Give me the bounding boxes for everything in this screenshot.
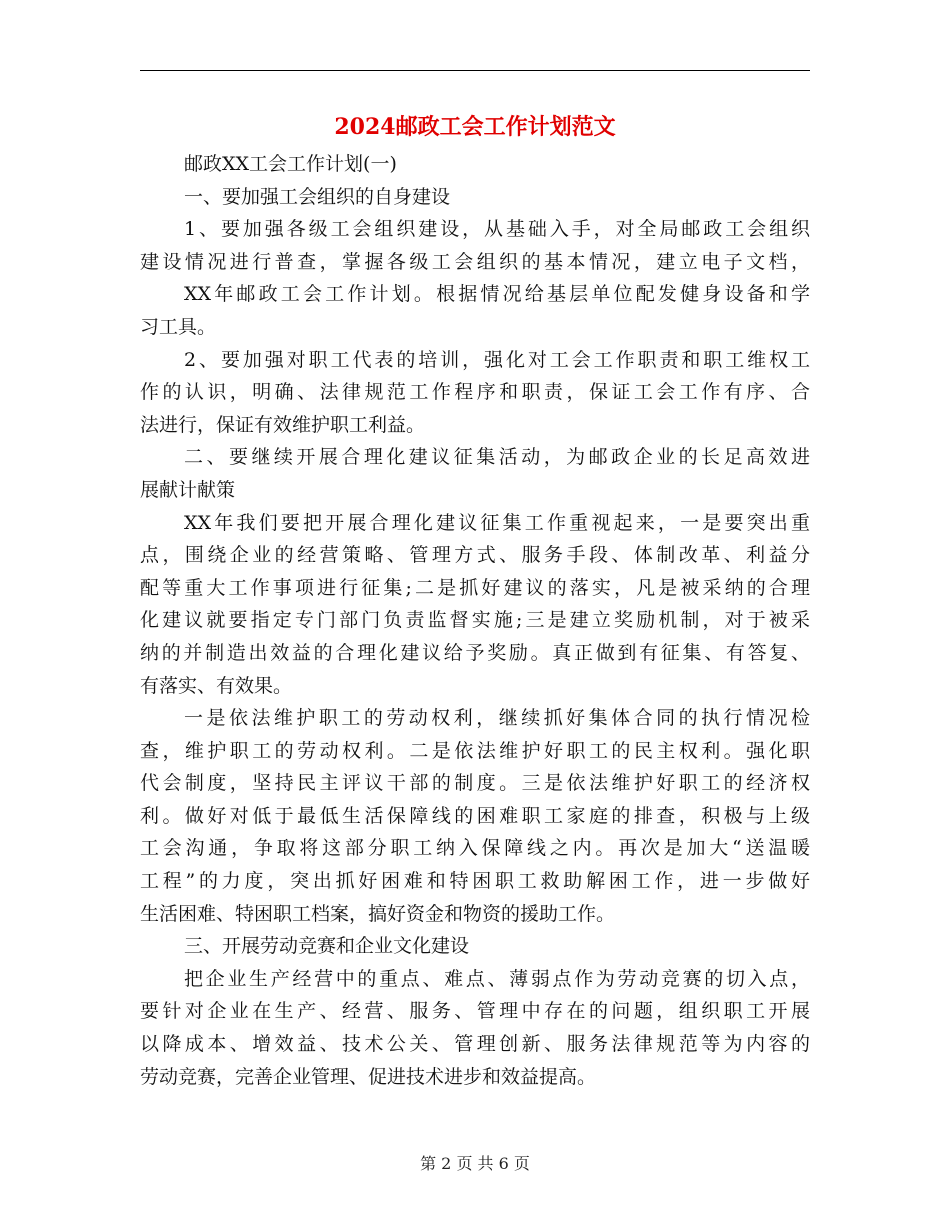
text-line: 化建议就要指定专门部门负责监督实施;三是建立奖励机制，对于被采 [140, 609, 810, 632]
text-line: 纳的并制造出效益的合理化建议给予奖励。真正做到有征集、有答复、 [140, 641, 810, 664]
text-line: 有落实、有效果。 [140, 674, 293, 697]
text-line: 把企业生产经营中的重点、难点、薄弱点作为劳动竞赛的切入点， [184, 967, 810, 990]
page-footer: 第 2 页 共 6 页 [420, 1154, 530, 1173]
text-line: 工程”的力度，突出抓好困难和特困职工救助解困工作，进一步做好 [140, 870, 810, 893]
text-line: 生活困难、特困职工档案，搞好资金和物资的援助工作。 [140, 902, 616, 925]
text-line: 1、要加强各级工会组织建设，从基础入手，对全局邮政工会组织 [184, 218, 810, 241]
text-line: 利。做好对低于最低生活保障线的困难职工家庭的排查，积极与上级 [140, 804, 810, 827]
text-line: 法进行，保证有效维护职工利益。 [140, 413, 426, 436]
text-line: 邮政XX工会工作计划(一) [184, 153, 397, 175]
document-body [140, 148, 810, 1093]
text-line: 习工具。 [140, 315, 217, 338]
text-line: 建设情况进行普查，掌握各级工会组织的基本情况，建立电子文档， [140, 250, 810, 273]
text-line: 配等重大工作事项进行征集;二是抓好建议的落实，凡是被采纳的合理 [140, 576, 810, 599]
text-line: 查，维护职工的劳动权利。二是依法维护好职工的民主权利。强化职 [140, 739, 810, 762]
text-line: 代会制度，坚持民主评议干部的制度。三是依法维护好职工的经济权 [140, 772, 810, 795]
text-line: XX年邮政工会工作计划。根据情况给基层单位配发健身设备和学 [184, 283, 810, 306]
text-line: 以降成本、增效益、技术公关、管理创新、服务法律规范等为内容的 [140, 1033, 810, 1056]
text-line: 三、开展劳动竞赛和企业文化建设 [184, 935, 470, 958]
text-line: 一、要加强工会组织的自身建设 [184, 185, 451, 208]
text-line: 一是依法维护职工的劳动权利，继续抓好集体合同的执行情况检 [184, 707, 810, 730]
text-line: 作的认识，明确、法律规范工作程序和职责，保证工会工作有序、合 [140, 381, 810, 404]
text-line: 2、要加强对职工代表的培训，强化对工会工作职责和职工维权工 [184, 348, 810, 371]
document-title: 2024邮政工会工作计划范文 [334, 114, 616, 140]
text-line: 展献计献策 [140, 478, 236, 501]
text-line: 要针对企业在生产、经营、服务、管理中存在的问题，组织职工开展 [140, 1000, 810, 1023]
header-rule [140, 70, 810, 71]
text-line: 劳动竞赛，完善企业管理、促进技术进步和效益提高。 [140, 1065, 597, 1088]
text-line: 工会沟通，争取将这部分职工纳入保障线之内。再次是加大“送温暖 [140, 837, 810, 860]
text-line: XX年我们要把开展合理化建议征集工作重视起来，一是要突出重 [184, 511, 810, 534]
text-line: 二、要继续开展合理化建议征集活动，为邮政企业的长足高效进 [184, 446, 810, 469]
text-line: 点，围绕企业的经营策略、管理方式、服务手段、体制改革、利益分 [140, 544, 810, 567]
